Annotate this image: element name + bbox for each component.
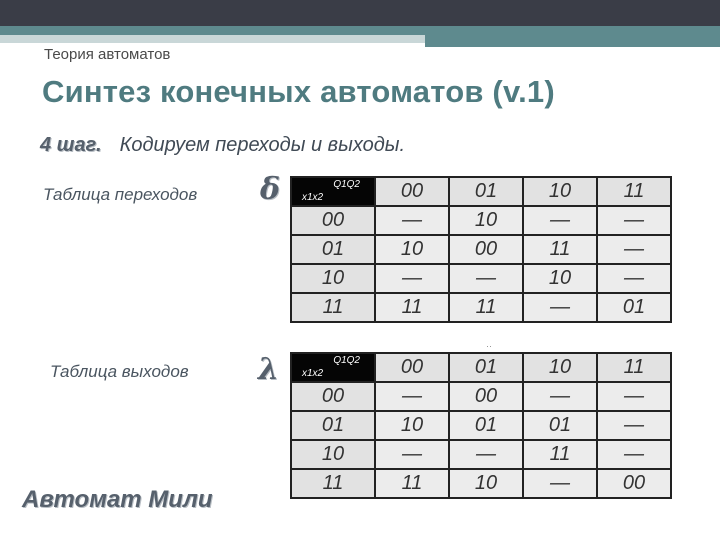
corner-state-label: Q1Q2 xyxy=(333,355,360,366)
table-cell: — xyxy=(375,264,449,293)
step-line xyxy=(40,134,405,157)
row-header: 00 xyxy=(291,206,375,235)
stray-dot-mark: ·· xyxy=(486,341,492,351)
table-row xyxy=(291,264,671,293)
column-header: 00 xyxy=(375,353,449,382)
column-header: 10 xyxy=(523,177,597,206)
table-cell: 11 xyxy=(449,293,523,322)
row-header: 01 xyxy=(291,411,375,440)
row-header: 00 xyxy=(291,382,375,411)
table-row xyxy=(291,293,671,322)
table-cell: 00 xyxy=(449,382,523,411)
table-cell: 00 xyxy=(597,469,671,498)
corner-state-label: Q1Q2 xyxy=(333,179,360,190)
table-header-row xyxy=(291,177,671,206)
output-table xyxy=(290,352,672,499)
table-cell: 11 xyxy=(523,235,597,264)
table-corner-cell xyxy=(291,177,375,206)
table-corner-cell xyxy=(291,353,375,382)
corner-input-label: x1x2 xyxy=(302,192,324,203)
table-cell: — xyxy=(449,440,523,469)
table-cell: 01 xyxy=(597,293,671,322)
row-header: 10 xyxy=(291,264,375,293)
header-light-band xyxy=(0,35,425,43)
row-header: 11 xyxy=(291,293,375,322)
lambda-symbol: λ xyxy=(258,352,280,387)
table-cell: — xyxy=(375,382,449,411)
transition-table xyxy=(290,176,672,323)
table-cell: 11 xyxy=(375,469,449,498)
table-cell: — xyxy=(523,206,597,235)
step-text: Кодируем переходы и выходы. xyxy=(119,134,406,156)
table-row xyxy=(291,411,671,440)
table-cell: 01 xyxy=(449,411,523,440)
header-teal-band xyxy=(0,26,720,35)
table-cell: 10 xyxy=(449,469,523,498)
table-row xyxy=(291,206,671,235)
transition-table-label: Таблица переходов xyxy=(43,185,198,204)
table-cell: 10 xyxy=(449,206,523,235)
table-cell: 01 xyxy=(523,411,597,440)
table-cell: — xyxy=(597,382,671,411)
table-cell: — xyxy=(597,235,671,264)
column-header: 01 xyxy=(449,353,523,382)
table-cell: 00 xyxy=(449,235,523,264)
table-cell: — xyxy=(597,411,671,440)
column-header: 10 xyxy=(523,353,597,382)
table-cell: — xyxy=(523,293,597,322)
column-header: 01 xyxy=(449,177,523,206)
table-cell: — xyxy=(597,206,671,235)
row-header: 10 xyxy=(291,440,375,469)
table-cell: 10 xyxy=(375,235,449,264)
table-cell: — xyxy=(375,440,449,469)
table-row xyxy=(291,382,671,411)
row-header: 01 xyxy=(291,235,375,264)
table-row xyxy=(291,235,671,264)
corner-input-label: x1x2 xyxy=(302,368,324,379)
slide-subtitle: Теория автоматов xyxy=(44,46,171,63)
table-cell: — xyxy=(449,264,523,293)
output-table-label: Таблица выходов xyxy=(50,362,189,381)
header-accent-tab xyxy=(425,35,720,47)
column-header: 11 xyxy=(597,177,671,206)
table-cell: — xyxy=(523,469,597,498)
table-cell: — xyxy=(597,440,671,469)
footer-caption: Автомат Мили xyxy=(22,486,213,513)
table-row xyxy=(291,440,671,469)
table-header-row xyxy=(291,353,671,382)
table-cell: 11 xyxy=(523,440,597,469)
table-cell: 10 xyxy=(375,411,449,440)
column-header: 00 xyxy=(375,177,449,206)
row-header: 11 xyxy=(291,469,375,498)
table-cell: — xyxy=(523,382,597,411)
table-cell: 11 xyxy=(375,293,449,322)
delta-symbol: δ xyxy=(260,172,281,207)
header-dark-bar xyxy=(0,0,720,26)
table-cell: — xyxy=(597,264,671,293)
table-cell: 10 xyxy=(523,264,597,293)
table-cell: — xyxy=(375,206,449,235)
table-row xyxy=(291,469,671,498)
slide-title: Синтез конечных автоматов (v.1) xyxy=(42,74,555,109)
column-header: 11 xyxy=(597,353,671,382)
step-label: 4 шаг. xyxy=(40,134,102,156)
